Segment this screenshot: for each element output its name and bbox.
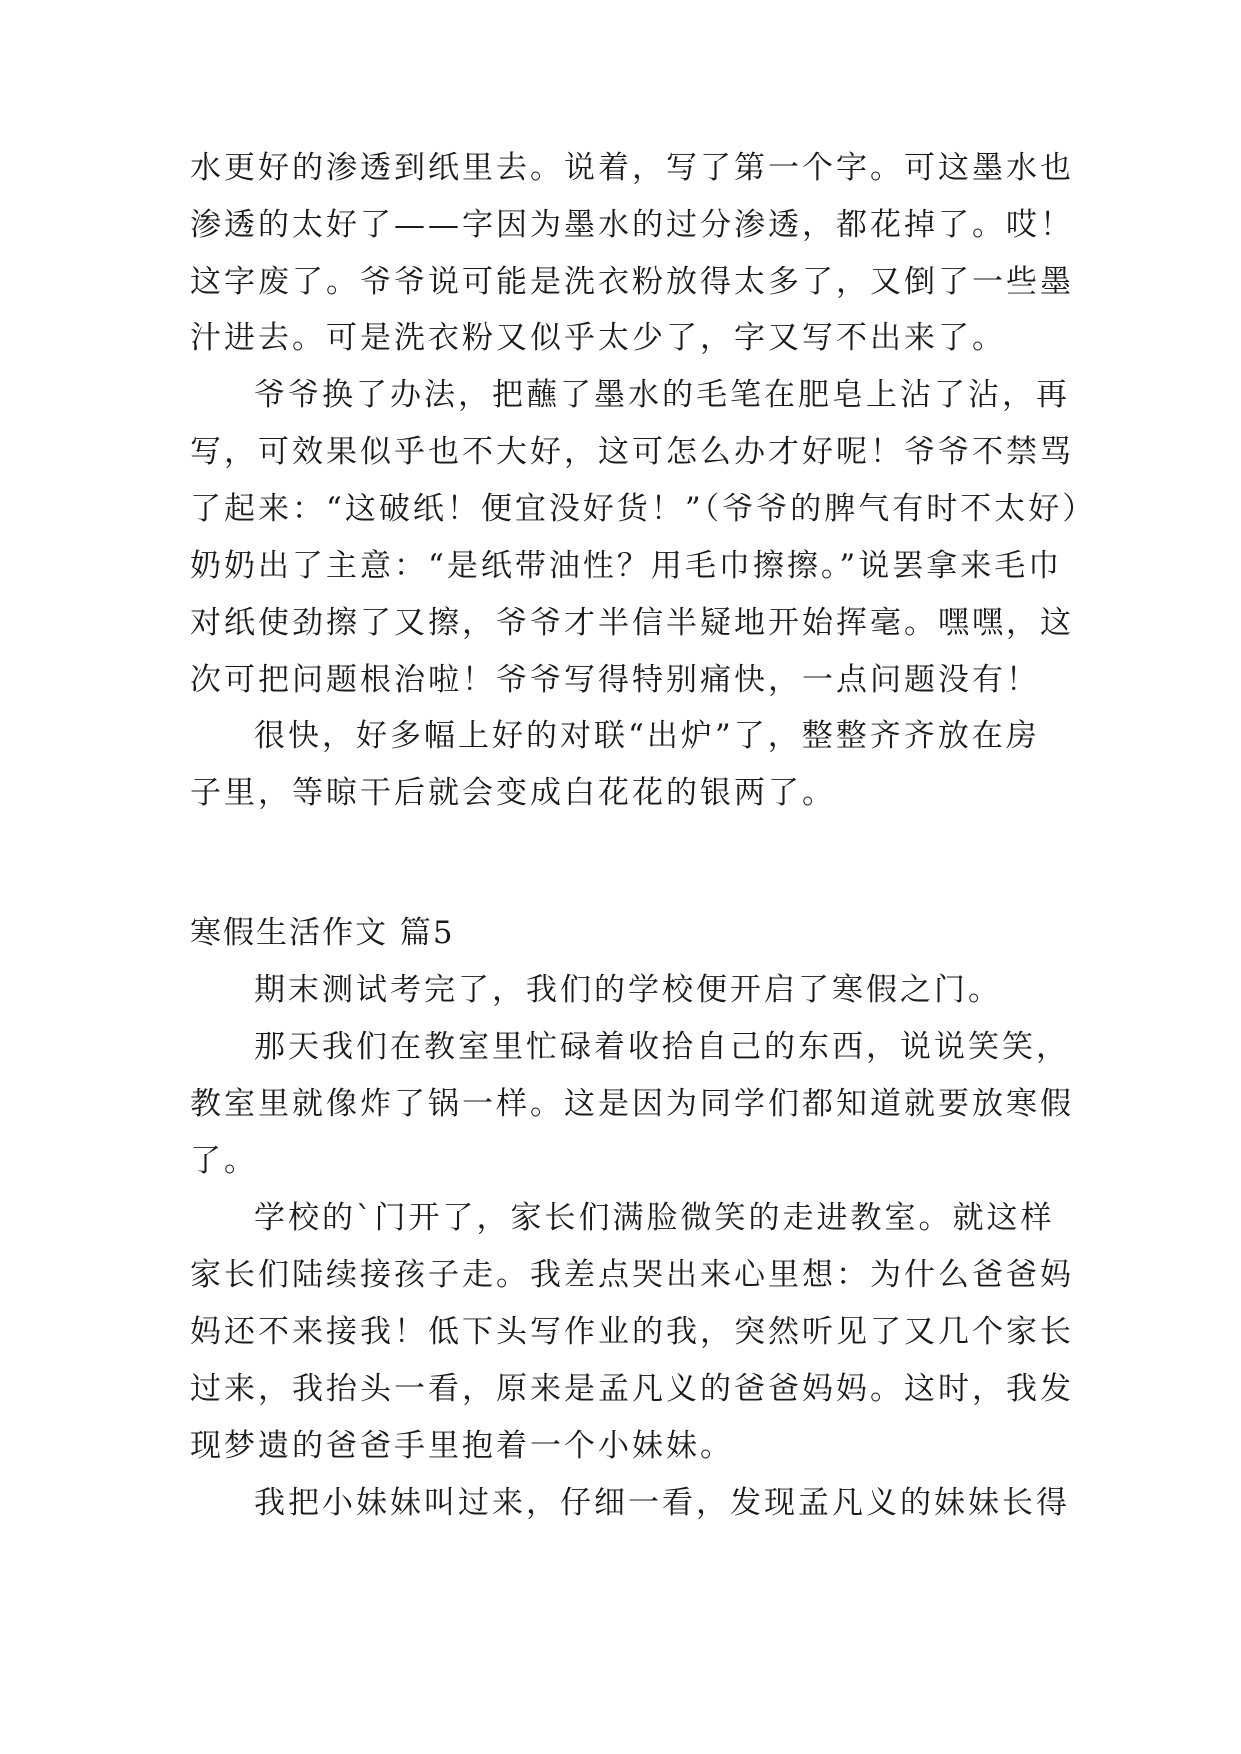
text-line: 爷爷换了办法，把蘸了墨水的毛笔在肥皂上沾了沾，再	[254, 377, 1070, 413]
text-line: 很快，好多幅上好的对联“出炉”了，整整齐齐放在房	[254, 718, 1040, 754]
text-line: 了起来：“这破纸！便宜没好货！”（爷爷的脾气有时不太好）	[190, 491, 1097, 527]
text-line: 妈还不来接我！低下头写作业的我，突然听见了又几个家长	[190, 1314, 1074, 1350]
text-line: 次可把问题根治啦！爷爷写得特别痛快，一点问题没有！	[190, 662, 1040, 698]
text-line: 那天我们在教室里忙碌着收拾自己的东西，说说笑笑，	[254, 1029, 1070, 1065]
text-line: 现梦遗的爸爸手里抱着一个小妹妹。	[190, 1428, 734, 1464]
section-heading: 寒假生活作文 篇5	[190, 915, 455, 951]
text-line: 教室里就像炸了锅一样。这是因为同学们都知道就要放寒假	[190, 1086, 1074, 1122]
text-line: 渗透的太好了——字因为墨水的过分渗透，都花掉了。哎！	[190, 207, 1074, 243]
text-line: 学校的`门开了，家长们满脸微笑的走进教室。就这样	[254, 1200, 1055, 1236]
text-line: 我把小妹妹叫过来，仔细一看，发现孟凡义的妹妹长得	[254, 1485, 1070, 1521]
text-line: 写，可效果似乎也不大好，这可怎么办才好呢！爷爷不禁骂	[190, 434, 1074, 470]
text-line: 家长们陆续接孩子走。我差点哭出来心里想：为什么爸爸妈	[190, 1257, 1074, 1293]
text-line: 汁进去。可是洗衣粉又似乎太少了，字又写不出来了。	[190, 320, 1006, 356]
text-line: 子里，等晾干后就会变成白花花的银两了。	[190, 775, 836, 811]
text-line: 对纸使劲擦了又擦，爷爷才半信半疑地开始挥毫。嘿嘿，这	[190, 605, 1074, 641]
text-line: 这字废了。爷爷说可能是洗衣粉放得太多了，又倒了一些墨	[190, 264, 1074, 300]
text-line: 水更好的渗透到纸里去。说着，写了第一个字。可这墨水也	[190, 150, 1074, 186]
text-line: 奶奶出了主意：“是纸带油性？用毛巾擦擦。”说罢拿来毛巾	[190, 548, 1063, 584]
text-line: 过来，我抬头一看，原来是孟凡义的爸爸妈妈。这时，我发	[190, 1371, 1074, 1407]
text-line: 期末测试考完了，我们的学校便开启了寒假之门。	[254, 972, 1002, 1008]
text-line: 了。	[190, 1143, 258, 1179]
